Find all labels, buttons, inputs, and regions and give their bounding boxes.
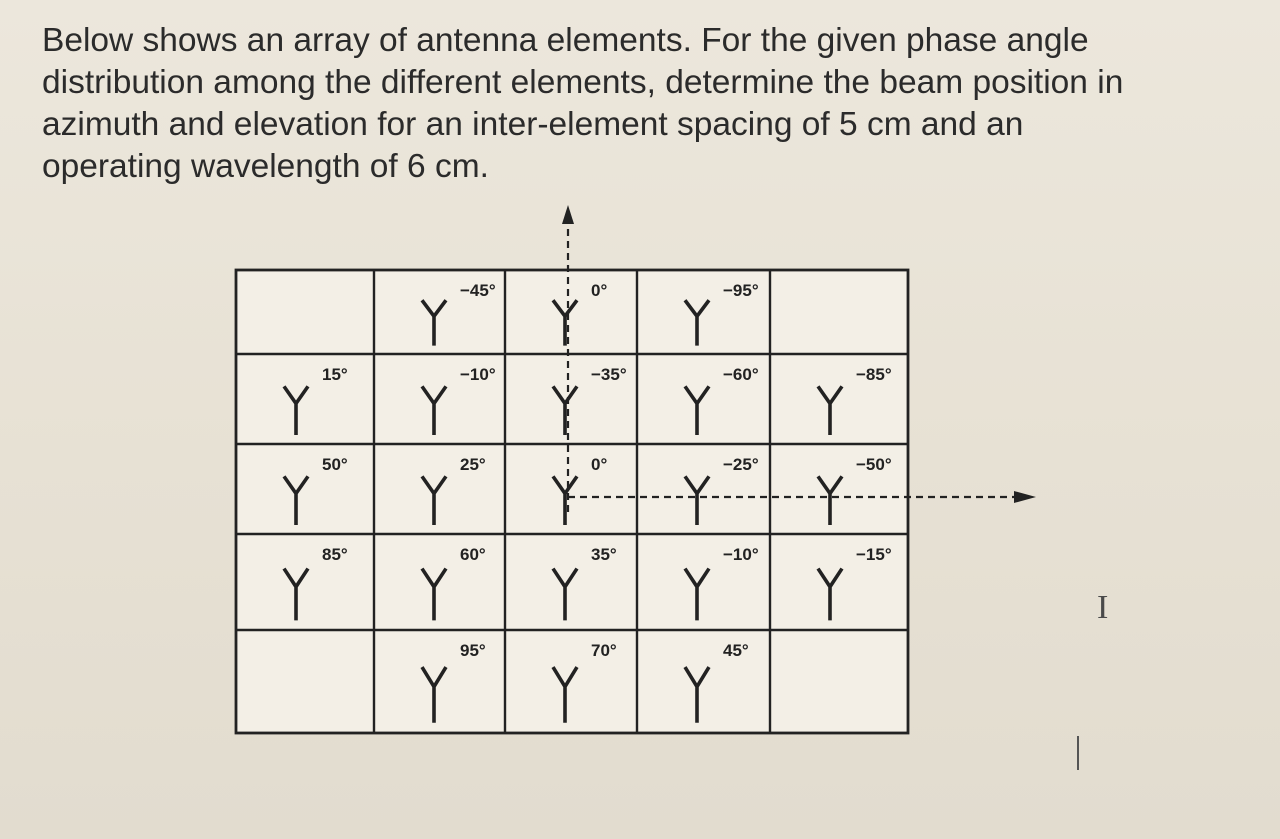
phase-label: 0° bbox=[591, 281, 608, 300]
phase-label: −95° bbox=[723, 281, 759, 300]
phase-label: 0° bbox=[591, 455, 608, 474]
phase-label: 95° bbox=[460, 641, 486, 660]
elevation-arrow-icon bbox=[562, 205, 574, 224]
phase-label: −10° bbox=[723, 545, 759, 564]
phase-label: −35° bbox=[591, 365, 627, 384]
phase-label: −10° bbox=[460, 365, 496, 384]
array-frame bbox=[236, 270, 908, 733]
phase-label: −50° bbox=[856, 455, 892, 474]
phase-label: −15° bbox=[856, 545, 892, 564]
question-line-4: operating wavelength of 6 cm. bbox=[42, 148, 489, 185]
phase-label: 15° bbox=[322, 365, 348, 384]
phase-label: −25° bbox=[723, 455, 759, 474]
phase-label: 45° bbox=[723, 641, 749, 660]
phase-label: 35° bbox=[591, 545, 617, 564]
phase-label: 25° bbox=[460, 455, 486, 474]
phase-label: −45° bbox=[460, 281, 496, 300]
phase-label: −60° bbox=[723, 365, 759, 384]
text-cursor-icon: I bbox=[1097, 589, 1109, 626]
phase-label: −85° bbox=[856, 365, 892, 384]
caret-bar bbox=[1077, 736, 1079, 770]
phase-label: 70° bbox=[591, 641, 617, 660]
question-line-1: Below shows an array of antenna elements. For the given phase angle bbox=[42, 22, 1089, 59]
phase-label: 85° bbox=[322, 545, 348, 564]
phase-label: 50° bbox=[322, 455, 348, 474]
phase-label: 60° bbox=[460, 545, 486, 564]
azimuth-arrow-icon bbox=[1014, 491, 1036, 503]
question-line-3: azimuth and elevation for an inter-element spacing of 5 cm and an bbox=[42, 106, 1024, 143]
question-line-2: distribution among the different elements, determine the beam position in bbox=[42, 64, 1124, 101]
